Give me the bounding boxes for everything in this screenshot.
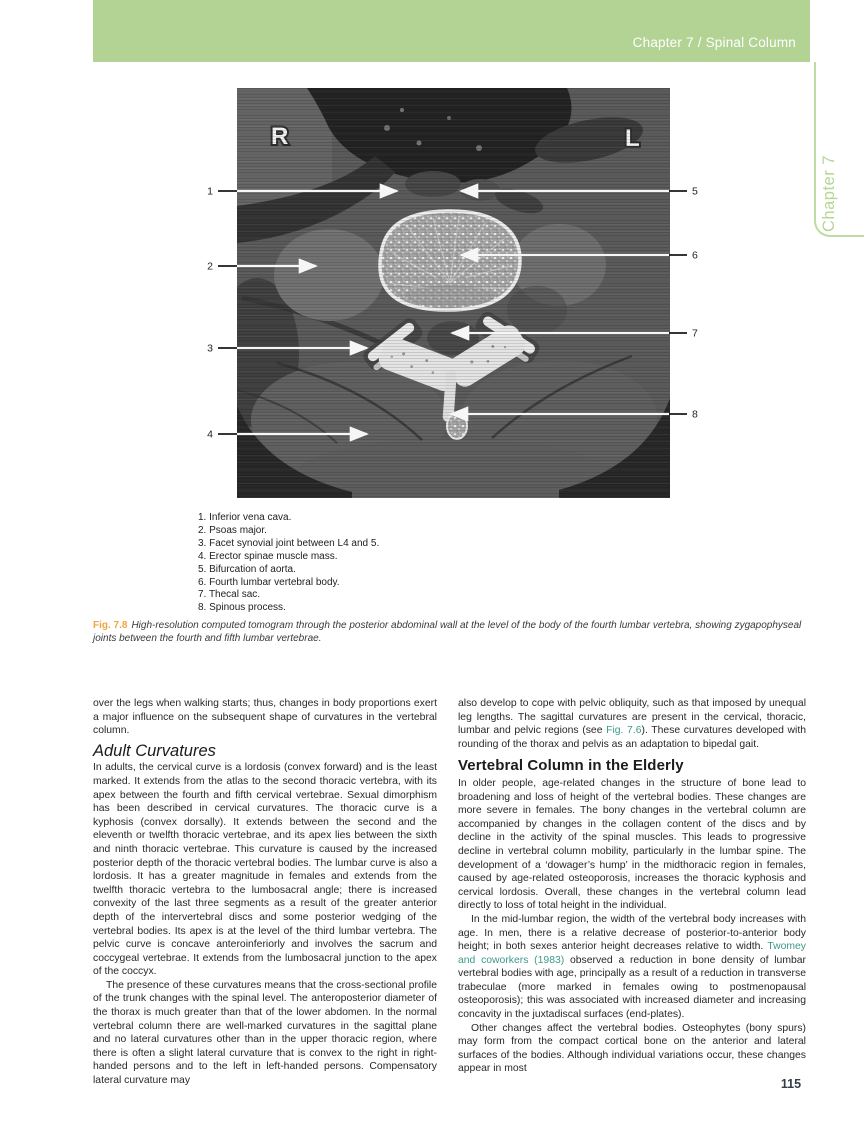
text-segment: ). These curvatures developed with rounding of the thorax and pelvis as an adaptation to bipedal gait.: [458, 725, 807, 750]
text-segment: also develop to cope with pelvic obliquity, such as that imposed by unequal leg lengths. The sagittal curvatures are present in the cervical, thoracic, lumbar and pelvic regions (see: [458, 698, 806, 737]
paragraph-elderly-changes: In older people, age-related changes in the structure of bone lead to broadening and loss of height of the vertebral bodies. These changes are more severe in females. The bony changes in the vertebral column are accompanied by changes in the collagen content of the discs and by decline in the activity of the spinal muscles. This leads to progressive decline in vertebral column mobility, particularly in the lumbar spine. The development of a ‘dowager’s hump’ in the midthoracic region in females, caused by age-related osteoporosis, increases the thoracic kyphosis and cervical lordosis. Overall, these changes in the vertebral column lead directly to loss of total height in the individual.: [458, 777, 806, 912]
cross-reference-link[interactable]: Twomey and coworkers (1983): [458, 941, 806, 966]
figure-legend: [198, 512, 379, 615]
heading-vertebral-column-elderly: Vertebral Column in the Elderly: [458, 757, 684, 775]
paragraph-midlumbar: [458, 913, 806, 1022]
callout-number-5: 5: [692, 185, 698, 198]
text-segment: In the mid-lumbar region, the width of the vertebral body increases with age. In men, there is a relative decrease of posterior-to-anterior body height; in both sexes anterior height decreases relative to width.: [458, 913, 806, 953]
right-column: [458, 697, 806, 1088]
paragraph-osteophytes: Other changes affect the vertebral bodies. Osteophytes (bony spurs) may form from the compact cortical bone on the anterior and lateral surfaces of the bodies. Although individual variations occur, these changes appear in most: [458, 1022, 806, 1075]
figure-caption-text: High-resolution computed tomogram through the posterior abdominal wall at the level of the body of the fourth lumbar vertebra, showing zygapophyseal joints between the fourth and fifth lumbar vertebrae.: [93, 620, 802, 645]
callout-number-3: 3: [207, 342, 213, 355]
figure-legend-item: 2. Psoas major.: [198, 524, 267, 536]
ct-scan-figure: [190, 85, 710, 503]
chapter-header-bar: [93, 0, 810, 62]
page-number: 115: [780, 1077, 802, 1091]
paragraph-compensatory: [458, 697, 806, 751]
figure-legend-item: 4. Erector spinae muscle mass.: [198, 550, 338, 562]
figure-legend-item: 7. Thecal sac.: [198, 589, 261, 601]
figure-caption-label: Fig. 7.8: [93, 620, 128, 631]
callout-number-4: 4: [207, 428, 213, 441]
figure-legend-item: 8. Spinous process.: [198, 602, 286, 614]
figure-legend-item: 6. Fourth lumbar vertebral body.: [198, 576, 340, 588]
chapter-header-title: Chapter 7 / Spinal Column: [632, 35, 796, 50]
callout-number-2: 2: [207, 260, 213, 273]
paragraph-adult-curvatures: In adults, the cervical curve is a lordosis (convex forward) and is the least marked. It extends from the atlas to the second thoracic vertebra, with its apex between the fourth and fifth cervical vertebrae. Sexual dimorphism has been described in cervical curvatures. The thoracic curve is a kyphosis (convex dorsally). It extends between the second and the eleventh or twelfth thoracic vertebrae, and its apex lies between the sixth and ninth thoracic vertebrae. This curvature is caused by the increased posterior depth of the thoracic vertebral bodies. The lumbar curve is also a lordosis. It has a greater magnitude in females and extends from the twelfth thoracic vertebra to the lumbosacral angle; there is increased convexity of the last three segments as a result of the greater anterior depth of the intervertebral discs and some posterior wedging of the vertebral bodies. Its apex is at the level of the third lumbar vertebra. The pelvic curve is concave anteroinferiorly and involves the sacrum and coccygeal vertebrae. It extends from the lumbosacral junction to the apex of the coccyx.: [93, 762, 437, 978]
paragraph-curvature-profile: The presence of these curvatures means that the cross-sectional profile of the trunk changes with the spinal level. The anteroposterior diameter of the thorax is much greater than that of the lower abdomen. In the normal vertebral column there are well-marked curvatures in the sagittal plane and no lateral curvatures other than in the upper thoracic region, where there is often a slight lateral curvature that is convex to the right in right-handed persons and to the left in left-handed persons. Compensatory lateral curvature may: [93, 979, 437, 1087]
article-body: [93, 697, 806, 1088]
callout-number-7: 7: [692, 327, 698, 340]
chapter-side-tab-label: Chapter 7: [820, 155, 838, 232]
heading-adult-curvatures: Adult Curvatures: [93, 741, 216, 760]
text-segment: observed a reduction in bone density of lumbar vertebral bodies with age, principally as a result of a reduction in transverse trabeculae (more marked in females owing to postmenopausal osteoporosis); this was associated with increased diameter and increasing concavity in the juxtadiscal surfaces (end-plates).: [458, 954, 806, 1021]
ct-scan-image: [215, 88, 670, 503]
figure-legend-item: 1. Inferior vena cava.: [198, 512, 292, 523]
paragraph-intro: over the legs when walking starts; thus, changes in body proportions exert a major influence on the subsequent shape of curvatures in the vertebral column.: [93, 698, 437, 737]
figure-legend-item: 5. Bifurcation of aorta.: [198, 563, 296, 575]
left-column: [93, 697, 437, 1088]
callout-number-8: 8: [692, 408, 698, 421]
callout-number-6: 6: [692, 249, 698, 262]
callout-number-1: 1: [207, 185, 213, 198]
figure-caption: [93, 619, 811, 645]
figure-legend-item: 3. Facet synovial joint between L4 and 5.: [198, 537, 380, 549]
cross-reference-link[interactable]: Fig. 7.6: [606, 725, 642, 737]
